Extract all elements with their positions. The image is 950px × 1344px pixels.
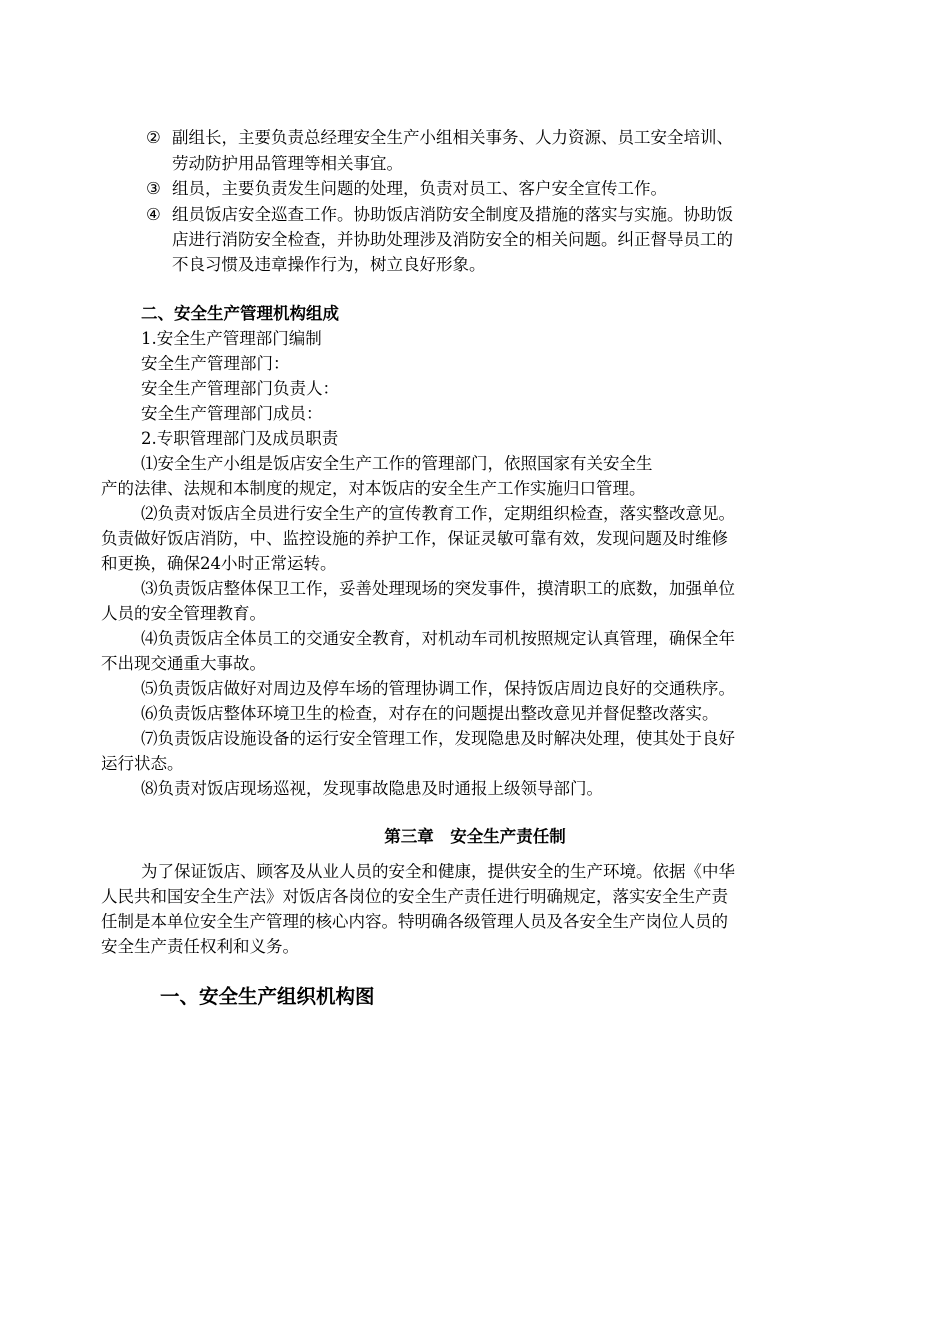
role-item-4: [146, 203, 733, 227]
duty-line: 产的法律、法规和本制度的规定，对本饭店的安全生产工作实施归口管理。: [101, 479, 646, 498]
duty-line: ⑻负责对饭店现场巡视，发现事故隐患及时通报上级领导部门。: [141, 779, 603, 798]
duty-line: ⑵负责对饭店全员进行安全生产的宣传教育工作，定期组织检查，落实整改意见。: [141, 504, 735, 523]
role-marker: ②: [146, 128, 161, 147]
role-marker: ③: [146, 179, 161, 198]
role-text-line: 店进行消防安全检查，并协助处理涉及消防安全的相关问题。纠正督导员工的: [172, 230, 733, 249]
section-item: 2.专职管理部门及成员职责: [141, 429, 339, 448]
duty-line: ⑹负责饭店整体环境卫生的检查，对存在的问题提出整改意见并督促整改落实。: [141, 704, 719, 723]
paragraph-line: 人民共和国安全生产法》对饭店各岗位的安全生产责任进行明确规定，落实安全生产责: [101, 887, 728, 906]
duty-line: ⑷负责饭店全体员工的交通安全教育，对机动车司机按照规定认真管理，确保全年: [141, 629, 735, 648]
role-text-line: 劳动防护用品管理等相关事宜。: [172, 154, 403, 173]
duty-line: ⑺负责饭店设施设备的运行安全管理工作，发现隐患及时解决处理，使其处于良好: [141, 729, 735, 748]
section-item: 安全生产管理部门负责人：: [141, 379, 339, 398]
duty-line: 人员的安全管理教育。: [101, 604, 266, 623]
duty-line: 负责做好饭店消防，中、监控设施的养护工作，保证灵敏可靠有效，发现问题及时维修: [101, 529, 728, 548]
duty-line: ⑴安全生产小组是饭店安全生产工作的管理部门，依照国家有关安全生: [141, 454, 653, 473]
paragraph-line: 为了保证饭店、顾客及从业人员的安全和健康，提供安全的生产环境。依据《中华: [141, 862, 735, 881]
duty-line: 和更换，确保24小时正常运转。: [101, 554, 337, 573]
chapter-title: 第三章 安全生产责任制: [384, 827, 566, 846]
role-marker: ④: [146, 205, 161, 224]
role-text-line: 组员饭店安全巡查工作。协助饭店消防安全制度及措施的落实与实施。协助饭: [172, 205, 733, 224]
duty-line: ⑸负责饭店做好对周边及停车场的管理协调工作，保持饭店周边良好的交通秩序。: [141, 679, 735, 698]
paragraph-line: 任制是本单位安全生产管理的核心内容。特明确各级管理人员及各安全生产岗位人员的: [101, 912, 728, 931]
duty-line: 不出现交通重大事故。: [101, 654, 266, 673]
role-item-3: [146, 177, 667, 201]
paragraph-line: 安全生产责任权利和义务。: [101, 937, 299, 956]
role-item-2: [146, 126, 733, 150]
role-text-line: 组员，主要负责发生问题的处理，负责对员工、客户安全宣传工作。: [172, 179, 667, 198]
role-text-line: 副组长，主要负责总经理安全生产小组相关事务、人力资源、员工安全培训、: [172, 128, 733, 147]
section-heading: 二、安全生产管理机构组成: [141, 304, 339, 323]
section-item: 1.安全生产管理部门编制: [141, 329, 322, 348]
role-text-line: 不良习惯及违章操作行为，树立良好形象。: [172, 255, 486, 274]
section-item: 安全生产管理部门成员：: [141, 404, 323, 423]
section-item: 安全生产管理部门：: [141, 354, 290, 373]
duty-line: ⑶负责饭店整体保卫工作，妥善处理现场的突发事件，摸清职工的底数，加强单位: [141, 579, 735, 598]
duty-line: 运行状态。: [101, 754, 184, 773]
subheading: 一、安全生产组织机构图: [160, 985, 375, 1008]
